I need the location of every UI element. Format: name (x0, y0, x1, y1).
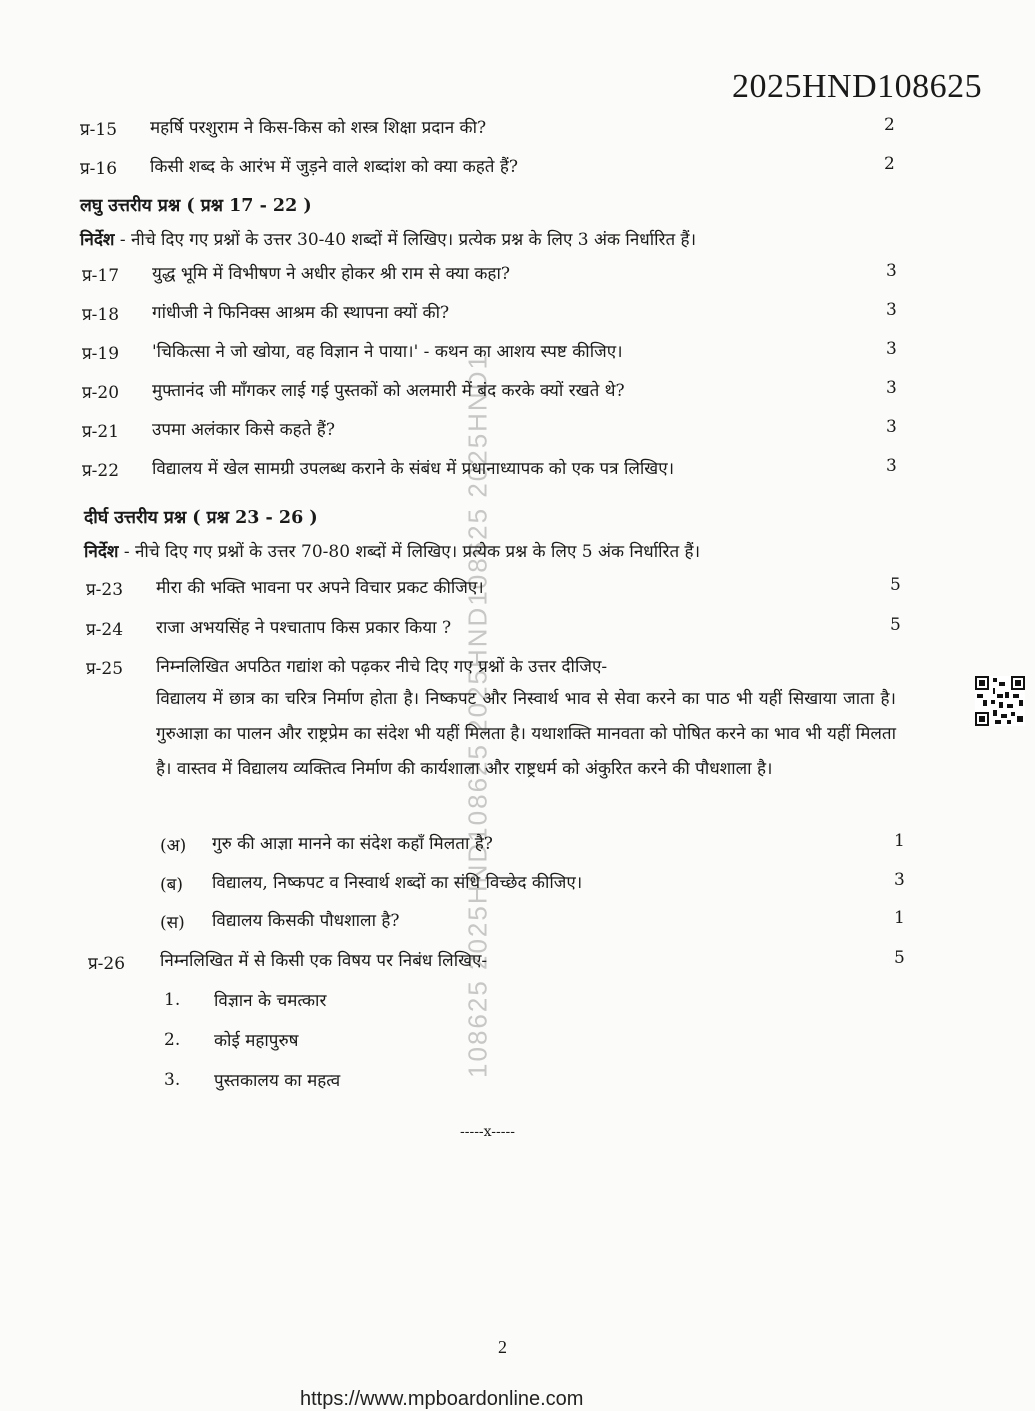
question-number: प्र-17 (82, 266, 120, 286)
question-marks: 3 (886, 339, 897, 359)
sub-question-label: (अ) (160, 836, 187, 856)
question-marks: 5 (894, 948, 905, 968)
question-marks: 1 (894, 831, 905, 851)
essay-option-number: 3. (164, 1070, 181, 1090)
essay-option-text: विज्ञान के चमत्कार (214, 991, 327, 1011)
end-marker: -----x----- (460, 1124, 515, 1140)
question-number: प्र-22 (82, 461, 120, 481)
comprehension-passage: विद्यालय में छात्र का चरित्र निर्माण होता है। निष्कपट और निस्वार्थ भाव से सेवा करने का पाठ भी यहीं सिखाया जाता है। गुरुआज्ञा का पालन और राष्ट्रप्रेम का संदेश भी यहीं मिलता है। यथाशक्ति मानवता को पोषित करने का भाव भी यहीं मिलता है। वास्तव में विद्यालय व्यक्तित्व निर्माण की कार्यशाला और राष्ट्रधर्म को अंकुरित करने की पौधशाला है। (156, 689, 896, 779)
question-number: प्र-24 (86, 620, 124, 640)
question-marks: 2 (884, 115, 895, 135)
question-number: प्र-19 (82, 344, 120, 364)
question-number: प्र-20 (82, 383, 120, 403)
instruction-label: निर्देश (80, 230, 115, 250)
question-text: मुफ्तानंद जी माँगकर लाई गई पुस्तकों को अलमारी में बंद करके क्यों रखते थे? (152, 381, 625, 401)
question-number: प्र-23 (86, 580, 124, 600)
question-marks: 3 (886, 261, 897, 281)
question-number: प्र-18 (82, 305, 120, 325)
section-heading-long: दीर्घ उत्तरीय प्रश्न ( प्रश्न 23 - 26 ) (84, 508, 318, 528)
page-number: 2 (498, 1337, 507, 1357)
sub-question-text: विद्यालय किसकी पौधशाला है? (212, 911, 400, 931)
question-number: प्र-21 (82, 422, 120, 442)
question-marks: 5 (890, 575, 901, 595)
sub-question-label: (स) (160, 913, 185, 933)
question-marks: 1 (894, 908, 905, 928)
question-text: निम्नलिखित में से किसी एक विषय पर निबंध लिखिए- (160, 951, 488, 971)
section-heading-short: लघु उत्तरीय प्रश्न ( प्रश्न 17 - 22 ) (80, 196, 312, 216)
question-number: प्र-26 (88, 954, 126, 974)
question-marks: 3 (894, 870, 905, 890)
question-text: किसी शब्द के आरंभ में जुड़ने वाले शब्दांश को क्या कहते हैं? (150, 157, 519, 177)
qr-code-icon (975, 676, 1025, 726)
question-marks: 3 (886, 456, 897, 476)
question-marks: 3 (886, 300, 897, 320)
question-number: प्र-15 (80, 120, 118, 140)
question-number: प्र-25 (86, 659, 124, 679)
question-marks: 3 (886, 378, 897, 398)
question-marks: 2 (884, 154, 895, 174)
instruction-label: निर्देश (84, 542, 119, 562)
paper-code: 2025HND108625 (732, 68, 983, 105)
essay-option-text: कोई महापुरुष (214, 1031, 299, 1051)
question-text: गांधीजी ने फिनिक्स आश्रम की स्थापना क्यों की? (152, 303, 450, 323)
question-marks: 5 (890, 615, 901, 635)
sub-question-text: विद्यालय, निष्कपट व निस्वार्थ शब्दों का संधि विच्छेद कीजिए। (212, 873, 583, 893)
section-instruction-short (80, 227, 696, 250)
question-text: मीरा की भक्ति भावना पर अपने विचार प्रकट कीजिए। (156, 578, 484, 598)
sub-question-text: गुरु की आज्ञा मानने का संदेश कहाँ मिलता है? (212, 834, 493, 854)
question-text: विद्यालय में खेल सामग्री उपलब्ध कराने के संबंध में प्रधानाध्यापक को एक पत्र लिखिए। (152, 459, 675, 479)
instruction-text: - नीचे दिए गए प्रश्नों के उत्तर 30-40 शब्दों में लिखिए। प्रत्येक प्रश्न के लिए 3 अंक निर्धारित हैं। (114, 230, 697, 250)
section-instruction-long (84, 539, 700, 562)
question-number: प्र-16 (80, 159, 118, 179)
question-marks: 3 (886, 417, 897, 437)
watermark: 108625 2025HND108625 2025HND108625 2025HND1 (462, 353, 493, 1078)
question-text: उपमा अलंकार किसे कहते हैं? (152, 420, 335, 440)
essay-option-number: 1. (164, 990, 181, 1010)
instruction-text: - नीचे दिए गए प्रश्नों के उत्तर 70-80 शब्दों में लिखिए। प्रत्येक प्रश्न के लिए 5 अंक निर्धारित हैं। (118, 542, 701, 562)
question-text: महर्षि परशुराम ने किस-किस को शस्त्र शिक्षा प्रदान की? (150, 118, 487, 138)
sub-question-label: (ब) (160, 875, 183, 895)
question-text: 'चिकित्सा ने जो खोया, वह विज्ञान ने पाया।' - कथन का आशय स्पष्ट कीजिए। (152, 342, 623, 362)
footer-url: https://www.mpboardonline.com (300, 1388, 584, 1410)
essay-option-text: पुस्तकालय का महत्व (214, 1071, 341, 1091)
essay-option-number: 2. (164, 1030, 181, 1050)
question-text: राजा अभयसिंह ने पश्चाताप किस प्रकार किया ? (156, 618, 452, 638)
question-text: युद्ध भूमि में विभीषण ने अधीर होकर श्री राम से क्या कहा? (152, 264, 510, 284)
question-text: निम्नलिखित अपठित गद्यांश को पढ़कर नीचे दिए गए प्रश्नों के उत्तर दीजिए- (156, 657, 608, 677)
